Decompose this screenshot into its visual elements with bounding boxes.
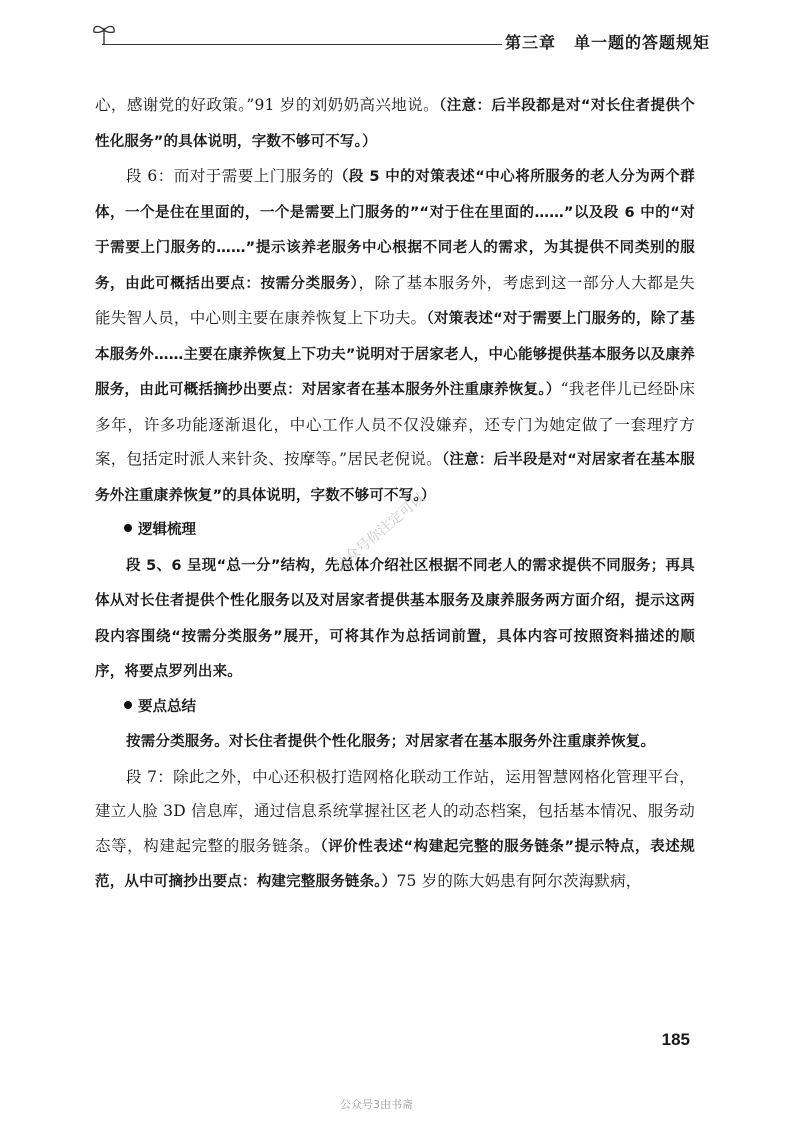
page-body <box>95 88 695 900</box>
paragraph-section-6: 段 6：而对于需要上门服务的（段 5 中的对策表述“中心将所服务的老人分为两个群体，一个是住在里面的，一个是需要上门服务的”“对于住在里面的……”以及段 6 中的“对于需要上门服务的……”提示该养老服务中心根据不同老人的需求，为其提供不同类别的服务，由此可概括出要点：按需分类服务），除了基本服务外，考虑到这一部分人大都是失能失智人员，中心则主要在康养恢复上下功夫。（对策表述“对于需要上门服务的，除了基本服务外……主要在康养恢复上下功夫”说明对于居家老人，中心能够提供基本服务以及康养服务，由此可概括摘抄出要点：对居家者在基本服务外注重康养恢复。）“我老伴儿已经卧床多年，许多功能逐渐退化，中心工作人员不仅没嫌弃，还专门为她定做了一套理疗方案，包括定时派人来针灸、按摩等。”居民老倪说。（注意：后半段是对“对居家者在基本服务外注重康养恢复”的具体说明，字数不够可不写。） <box>95 167 696 504</box>
leaf-ornament-icon <box>90 20 118 46</box>
paragraph-continued: 心，感谢党的好政策。”91 岁的刘奶奶高兴地说。（注意：后半段都是对“对长住者提供个性化服务”的具体说明，字数不够可不写。） <box>95 96 695 150</box>
bullet-dot-icon <box>124 701 132 709</box>
header-rule <box>102 44 502 45</box>
paragraph-summary: 按需分类服务。对长住者提供个性化服务；对居家者在基本服务外注重康养恢复。 <box>126 734 656 750</box>
paragraph-section-7: 段 7：除此之外，中心还积极打造网格化联动工作站，运用智慧网格化管理平台，建立人脸 3D 信息库，通过信息系统掌握社区老人的动态档案，包括基本情况、服务动态等，构建起完整的服务链条。（评价性表述“构建起完整的服务链条”提示特点，表述规范，从中可摘抄出要点：构建完整服务链条。）75 岁的陈大妈患有阿尔茨海默病， <box>95 767 695 890</box>
footer-watermark: 公众号3由书斋 <box>340 1098 413 1111</box>
running-head <box>505 30 710 53</box>
annotation-note: （注意：后半段是对“对居家者在基本服务外注重康养恢复”的具体说明，字数不够可不写。） <box>95 452 695 504</box>
annotation-note: （评价性表述“构建起完整的服务链条”提示特点，表述规范，从中可摘抄出要点：构建完整服务链条。） <box>95 838 695 890</box>
section-heading-summary: 要点总结 <box>95 690 695 725</box>
annotation-note: （对策表述“对于需要上门服务的，除了基本服务外……主要在康养恢复上下功夫”说明对于居家老人，中心能够提供基本服务以及康养服务，由此可概括摘抄出要点：对居家者在基本服务外注重康养恢复。） <box>95 311 696 398</box>
annotation-note: （注意：后半段都是对“对长住者提供个性化服务”的具体说明，字数不够可不写。） <box>95 98 695 150</box>
bullet-dot-icon <box>124 524 132 532</box>
page-number: 185 <box>661 1030 690 1049</box>
paragraph-logic: 段 5、6 呈现“总一分”结构，先总体介绍社区根据不同老人的需求提供不同服务；再具体从对长住者提供个性化服务以及对居家者提供基本服务及康养服务两方面介绍，提示这两段内容围绕“按需分类服务”展开，可将其作为总括词前置，具体内容可按照资料描述的顺序，将要点罗列出来。 <box>95 557 695 680</box>
annotation-note: （段 5 中的对策表述“中心将所服务的老人分为两个群体，一个是住在里面的，一个是需要上门服务的”“对于住在里面的……”以及段 6 中的“对于需要上门服务的……”提示该养老服务中心根据不同老人的需求，为其提供不同类别的服务，由此可概括出要点：按需分类服务） <box>95 169 695 292</box>
page-header <box>90 18 710 58</box>
watermark: 公众号你注定可以 <box>331 490 429 575</box>
section-heading-logic: 逻辑梳理 <box>95 513 695 548</box>
chapter-title: 单一题的答题规矩 <box>573 33 710 52</box>
chapter-label: 第三章 <box>504 33 556 52</box>
